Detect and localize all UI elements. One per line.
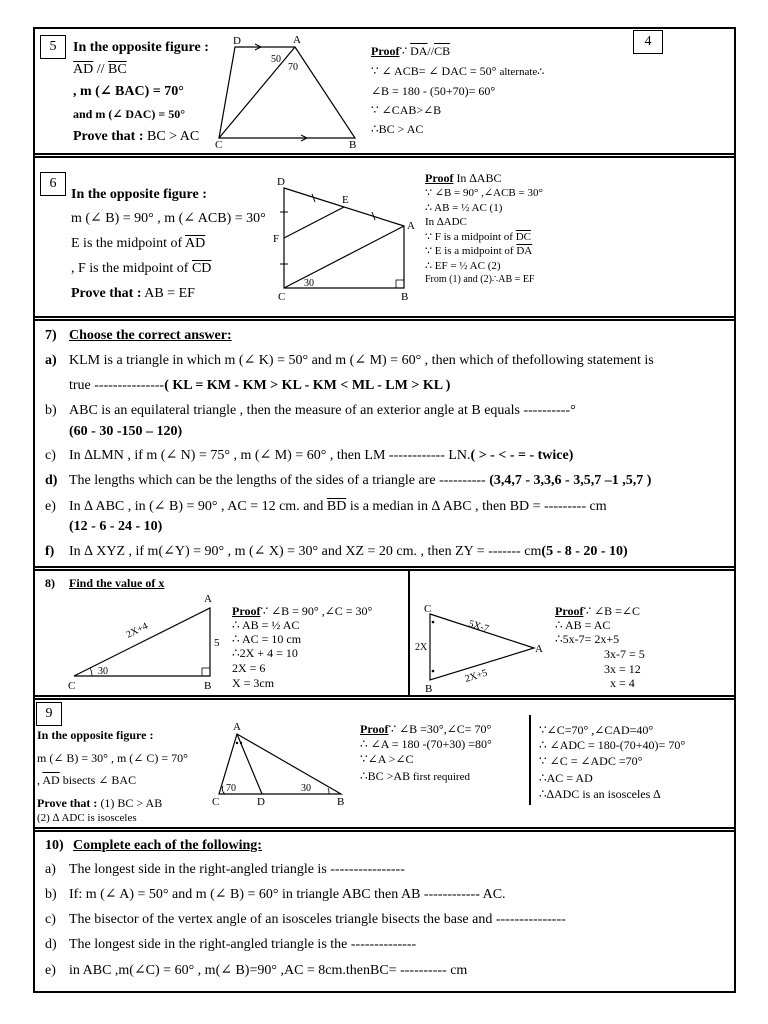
q8-proof1-line4: 2X = 6 [232,661,266,675]
q7-e-label: e) [45,499,56,514]
q10-d-label: d) [45,937,57,952]
q9-proof-line3: ∴BC >AB first required [360,769,470,783]
q9-prove: Prove that : (1) BC > AB [37,796,163,810]
q8-fig1-side: 5 [214,637,220,649]
q6-label-b: B [401,291,409,303]
q9-proof-head: Proof∵ ∠B =30°,∠C= 70° [360,722,492,736]
q7-a-line2: true ---------------( KL = KM - KM > KL - KM < ML - LM > KL ) [69,378,451,393]
q5-number: 5 [40,35,66,59]
q10-a-label: a) [45,862,56,877]
q9-proof2-line3: ∵ ∠C = ∠ADC =70° [539,754,643,768]
q9-proof2-line4: ∴AC = AD [539,771,593,785]
q8-fig2-label-a: A [535,643,543,655]
q6-given-f: , F is the midpoint of $\overline{CD}$ [71,261,212,276]
q8-fig1-label-a: A [204,593,212,605]
q6-proof-line5: ∵ E is a midpoint of $\overline{DA}$ [425,245,533,257]
q6-given-e: E is the midpoint of $\overline{AD}$ [71,236,206,251]
q8-fig1-label-c: C [68,680,76,692]
q8-proof2-line1: ∴ AB = AC [555,618,611,632]
divider-q9-q10 [33,827,736,829]
q5-proof-head: Proof∵ $\overline{DA}//\overline{CB}$ [371,44,451,58]
q5-proof-line4: ∴BC > AC [371,122,424,136]
q6-proof-head: Proof In ∆ABC [425,171,502,185]
q8-proof2-line2: ∴5x-7= 2x+5 [555,632,620,646]
q7-e-options: (12 - 6 - 24 - 10) [69,519,163,534]
q8-fig2-bottom: 2X+5 [463,667,489,685]
q5-label-c: C [215,139,223,151]
q8-fig1-angle: 30 [98,666,108,677]
q9-prove-2: (2) ∆ ADC is isosceles [37,812,137,824]
q6-proof-line1: ∵ ∠B = 90° ,∠ACB = 30° [425,187,543,199]
q6-figure [268,172,418,304]
q8-proof1-line1: ∴ AB = ½ AC [232,618,300,632]
q7-b-options: (60 - 30 -150 – 120) [69,424,183,439]
q7-c-text: In ∆LMN , if m (∠ N) = 75° , m (∠ M) = 60° , then LM ------------ LN.( > - < - = - twice) [69,448,574,463]
q8-proof2-line3: 3x-7 = 5 [604,647,645,661]
q5-heading: In the opposite figure : [73,40,209,55]
q9-heading: In the opposite figure : [37,728,154,742]
divider-q7-q8 [33,566,736,568]
divider-q5-q6-double [33,156,736,158]
q10-c-text: The bisector of the vertex angle of an isosceles triangle bisects the base and --------------- [69,912,566,927]
q10-a-text: The longest side in the right-angled triangle is ---------------- [69,862,405,877]
q9-label-c: C [212,796,220,808]
q8-figure-2 [415,600,550,695]
q6-label-f: F [273,233,280,245]
q7-b-text: ABC is an equilateral triangle , then the measure of an exterior angle at B equals ----------° [69,403,576,418]
q8-proof1-head: Proof∵ ∠B = 90° ,∠C = 30° [232,604,373,618]
q6-proof-line7: From (1) and (2)∴AB = EF [425,274,535,285]
q6-angle-30: 30 [304,278,314,289]
q6-label-e: E [342,194,349,206]
q5-angle-50: 50 [271,54,281,65]
q10-e-label: e) [45,963,56,978]
divider-q7-q8-double [33,569,736,571]
q9-number: 9 [36,702,62,726]
q6-proof-line6: ∴ EF = ½ AC (2) [425,260,501,272]
divider-q9-q10-double [33,830,736,832]
q7-f-text: In ∆ XYZ , if m(∠Y) = 90° , m (∠ X) = 30° and XZ = 20 cm. , then ZY = ------- cm(5 - 8 - 20 - 10) [69,544,628,559]
q10-c-label: c) [45,912,56,927]
divider-q8-q9 [33,695,736,697]
q6-prove: Prove that : AB = EF [71,286,195,301]
q10-d-text: The longest side in the right-angled triangle is the -------------- [69,937,417,952]
q8-fig1-label-b: B [204,680,212,692]
q6-proof-line4: ∵ F is a midpoint of $\overline{DC}$ [425,231,532,243]
q10-b-text: If: m (∠ A) = 50° and m (∠ B) = 60° in triangle ABC then AB ------------ AC. [69,887,506,902]
divider-q6-q7 [33,316,736,318]
q5-given-dac: and m (∠ DAC) = 50° [73,107,186,121]
q5-proof-line2: ∠B = 180 - (50+70)= 60° [371,84,496,98]
q8-title: Find the value of x [69,576,165,590]
q8-fig2-label-c: C [424,603,432,615]
q9-angle-30: 30 [301,783,311,794]
q8-proof1-line5: X = 3cm [232,676,275,690]
q7-d-text: The lengths which can be the lengths of the sides of a triangle are ---------- (3,4,7 - 3,3,6 - 3,5,7 –1 ,5,7 ) [69,473,652,488]
q5-label-a: A [293,34,301,46]
q8-fig2-left: 2X [415,642,428,653]
q5-label-d: D [233,35,241,47]
q7-title: Choose the correct answer: [69,328,232,343]
q5-angle-70: 70 [288,62,298,73]
q9-label-d: D [257,796,265,808]
q9-proof-line2: ∵∠A >∠C [360,752,414,766]
q9-figure [205,722,355,808]
q7-a-label: a) [45,353,57,368]
q8-proof2-line5: x = 4 [610,676,635,690]
q8-fig2-label-b: B [425,683,433,695]
q5-figure [205,32,370,150]
q8-figure-1 [62,590,222,692]
q6-label-c: C [278,291,286,303]
divider-q6-q7-double [33,319,736,321]
divider-q9-columns [529,715,531,805]
q8-fig1-hyp: 2X+4 [124,620,150,641]
q9-proof2-line5: ∴∆ADC is an isosceles ∆ [539,787,661,801]
q6-heading: In the opposite figure : [71,187,207,202]
q6-label-a: A [407,220,415,232]
q8-number: 8) [45,576,55,590]
q9-label-a: A [233,721,241,733]
q10-e-text: in ABC ,m(∠C) = 60° , m(∠ B)=90° ,AC = 8cm.thenBC= ---------- cm [69,963,468,978]
q10-number: 10) [45,838,64,853]
q9-angle-70: 70 [226,783,236,794]
q9-label-b: B [337,796,345,808]
q5-given-bac: , m (∠ BAC) = 70° [73,84,184,99]
q8-fig2-top: 5X-7 [467,618,491,635]
q9-given-bisector: , $\overline{AD}$ bisects ∠ BAC [37,773,137,787]
divider-q5-q6 [33,153,736,155]
q9-proof-line1: ∴ ∠A = 180 -(70+30) =80° [360,737,492,751]
q10-b-label: b) [45,887,57,902]
divider-q8-q9-double [33,698,736,700]
q7-f-label: f) [45,544,55,559]
q9-given-angles: m (∠ B) = 30° , m (∠ C) = 70° [37,751,188,765]
q6-label-d: D [277,176,285,188]
q9-proof2-line1: ∵∠C=70° ,∠CAD=40° [539,723,654,737]
q6-number: 6 [40,172,66,196]
q7-c-label: c) [45,448,56,463]
q6-proof-line3: In ∆ADC [425,216,467,228]
divider-q8-columns [408,570,410,696]
q7-e-text: In ∆ ABC , in (∠ B) = 90° , AC = 12 cm. and $\overline{BD}$ is a median in ∆ ABC , then BD = --------- cm [69,499,607,514]
q5-given-parallel: $\overline{AD} // \overline{BC}$ [73,62,127,77]
q8-proof2-line4: 3x = 12 [604,662,641,676]
q5-prove: Prove that : BC > AC [73,129,200,144]
q10-title: Complete each of the following: [73,838,262,853]
q5-proof-line1: ∵ ∠ ACB= ∠ DAC = 50° alternate∴ [371,64,545,78]
q5-proof-line3: ∵ ∠CAB>∠B [371,103,442,117]
q7-number: 7) [45,328,57,343]
q8-proof1-line3: ∴2X + 4 = 10 [232,646,298,660]
q8-proof1-line2: ∴ AC = 10 cm [232,632,302,646]
q7-b-label: b) [45,403,57,418]
page-number: 4 [633,30,663,54]
q6-proof-line2: ∴ AB = ½ AC (1) [425,202,503,214]
q7-d-label: d) [45,473,58,488]
q7-a-text: KLM is a triangle in which m (∠ K) = 50° and m (∠ M) = 60° , then which of thefollowing statement is [69,353,654,368]
q6-given-angles: m (∠ B) = 90° , m (∠ ACB) = 30° [71,211,266,226]
q5-label-b: B [349,139,357,151]
q8-proof2-head: Proof∵ ∠B =∠C [555,604,640,618]
q9-proof2-line2: ∴ ∠ADC = 180-(70+40)= 70° [539,738,686,752]
